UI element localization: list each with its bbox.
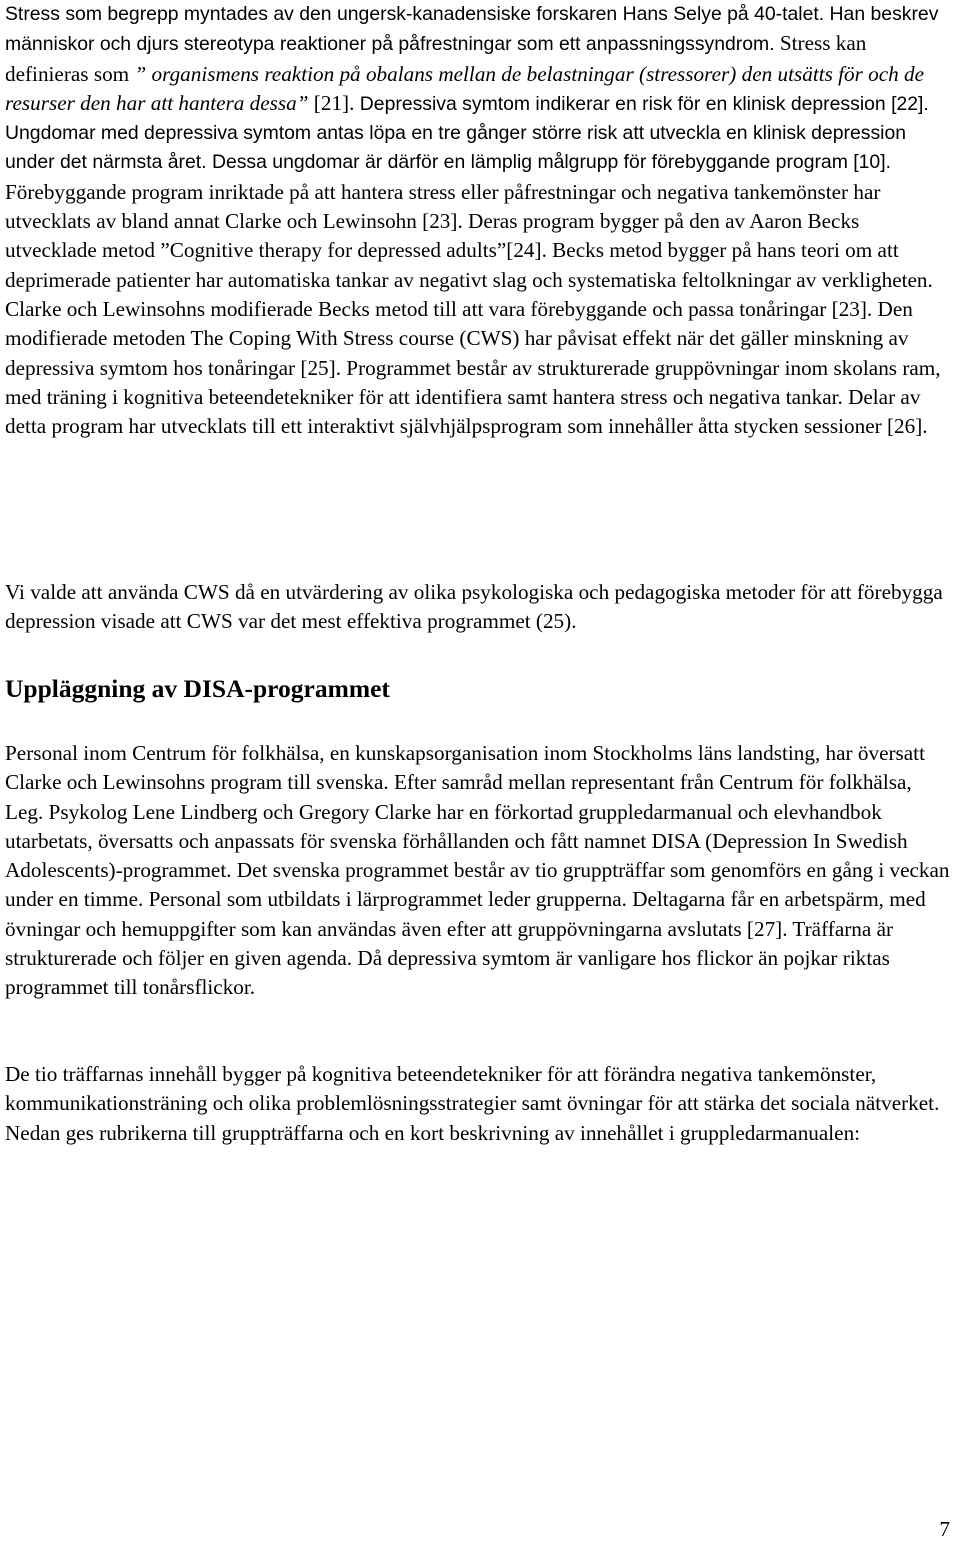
intro-text-serif-1: Stress kan definieras som [5, 31, 867, 86]
section-heading: Uppläggning av DISA-programmet [5, 674, 390, 703]
intro-block [5, 0, 953, 441]
page-number: 7 [939, 1517, 950, 1541]
paragraph-session-content: De tio träffarnas innehåll bygger på kognitiva beteendetekniker för att förändra negativa tankemönster, kommunikationsträning och olika problemlösningsstrategier samt övningar för att stärka det sociala nätverket. Nedan ges rubrikerna till gruppträffarna och en kort beskrivning av innehållet i gruppledarmanualen: [5, 1062, 940, 1145]
intro-text-sans-1: Stress som begrepp myntades av den ungersk-kanadensiske forskaren Hans Selye på 40-talet. Han beskrev människor och djurs stereotypa reaktioner på påfrestningar som ett anpassningssyndrom. [5, 3, 939, 56]
intro-text-sans-2: Depressiva symtom indikerar en risk för en klinisk depression [22]. Ungdomar med depressiva symtom antas löpa en tre gånger större risk att utveckla en klinisk depression under det närmsta året. Dessa ungdomar är därför en lämplig målgrupp för förebyggande program [10]. [5, 92, 929, 174]
intro-text-serif-3: Förebyggande program inriktade på att hantera stress eller påfrestningar och negativa tankemönster har utvecklats av bland annat Clarke och Lewinsohn [23]. Deras program bygger på den av Aaron Becks utvecklade metod ”Cognitive therapy for depressed adults”[24]. Becks metod bygger på hans teori om att deprimerade patienter har automatiska tankar av negativt slag och systematiska feltolkningar av verkligheten. Clarke och Lewinsohns modifierade Becks metod till att vara förebyggande och passa tonåringar [23]. Den modifierade metoden The Coping With Stress course (CWS) har påvisat effekt när det gäller minskning av depressiva symtom hos tonåringar [25]. Programmet består av strukturerade gruppövningar inom skolans ram, med träning i kognitiva beteendetekniker för att identifiera samt hantera stress och negativa tankar. Delar av detta program har utvecklats till ett interaktivt självhjälpsprogram som innehåller åtta stycken sessioner [26]. [5, 179, 941, 439]
paragraph-disa-program: Personal inom Centrum för folkhälsa, en kunskapsorganisation inom Stockholms läns landsting, har översatt Clarke och Lewinsohns program till svenska. Efter samråd mellan representant från Centrum för folkhälsa, Leg. Psykolog Lene Lindberg och Gregory Clarke har en förkortad gruppledarmanual och elevhandbok utarbetats, översatts och anpassats för svenska förhållanden och fått namnet DISA (Depression In Swedish Adolescents)-programmet. Det svenska programmet består av tio gruppträffar som genomförs en gång i veckan under en timme. Personal som utbildats i lärprogrammet leder grupperna. Deltagarna får en arbetspärm, med övningar och hemuppgifter som kan användas även efter att gruppövningarna avslutats [27]. Träffarna är strukturerade och följer en given agenda. Då depressiva symtom är vanligare hos flickor än pojkar riktas programmet till tonårsflickor. [5, 741, 950, 1000]
paragraph-cws-choice: Vi valde att använda CWS då en utvärdering av olika psykologiska och pedagogiska metoder för att förebygga depression visade att CWS var det mest effektiva programmet (25). [5, 580, 943, 634]
intro-text-serif-2: [21]. [308, 90, 355, 115]
stress-definition-quote: ” organismens reaktion på obalans mellan de belastningar (stressorer) den utsätts för och de resurser den har att hantera dessa” [5, 61, 925, 115]
